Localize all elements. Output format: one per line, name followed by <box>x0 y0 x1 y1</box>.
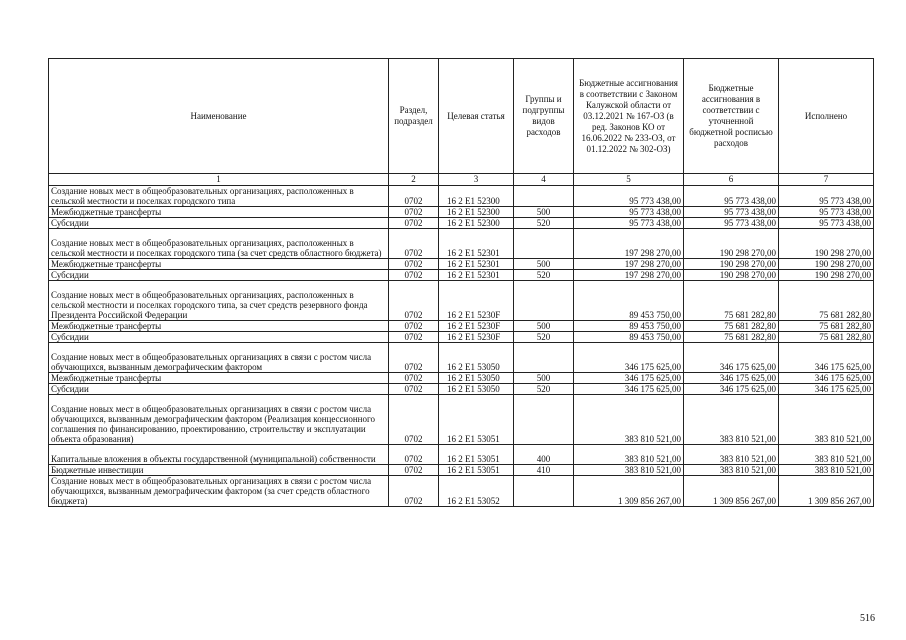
row-celevaya: 16 2 E1 5230F <box>439 321 514 332</box>
row-celevaya: 16 2 E1 53051 <box>439 395 514 445</box>
header-razdel: Раздел, подраздел <box>389 59 439 174</box>
row-razdel: 0702 <box>389 373 439 384</box>
row-ispolneno-amount: 190 298 270,00 <box>779 259 874 270</box>
table-row <box>49 476 874 507</box>
header-gruppy: Группы и подгруппы видов расходов <box>514 59 574 174</box>
row-razdel: 0702 <box>389 465 439 476</box>
row-utochn-amount: 190 298 270,00 <box>684 270 779 281</box>
row-law-amount: 95 773 438,00 <box>574 207 684 218</box>
header-row <box>49 59 874 174</box>
row-utochn-amount: 1 309 856 267,00 <box>684 476 779 507</box>
row-name: Субсидии <box>49 332 389 343</box>
row-celevaya: 16 2 E1 53050 <box>439 384 514 395</box>
row-celevaya: 16 2 E1 5230F <box>439 332 514 343</box>
table-row <box>49 186 874 207</box>
row-utochn-amount: 190 298 270,00 <box>684 259 779 270</box>
row-ispolneno-amount: 190 298 270,00 <box>779 229 874 259</box>
row-name: Межбюджетные трансферты <box>49 373 389 384</box>
column-number: 6 <box>684 174 779 186</box>
row-celevaya: 16 2 E1 52301 <box>439 229 514 259</box>
row-vid-rashoda: 500 <box>514 373 574 384</box>
row-razdel: 0702 <box>389 395 439 445</box>
table-row <box>49 281 874 321</box>
row-law-amount: 383 810 521,00 <box>574 395 684 445</box>
row-razdel: 0702 <box>389 321 439 332</box>
header-ispolneno: Исполнено <box>779 59 874 174</box>
column-number: 1 <box>49 174 389 186</box>
table-row <box>49 373 874 384</box>
row-law-amount: 383 810 521,00 <box>574 445 684 465</box>
row-name: Создание новых мест в общеобразовательных организациях, расположенных в сельской местности и поселках городского типа, за счет средств резервного фонда Президента Российской Федерации <box>49 281 389 321</box>
row-law-amount: 346 175 625,00 <box>574 343 684 373</box>
budget-table <box>48 58 874 507</box>
row-vid-rashoda <box>514 186 574 207</box>
row-ispolneno-amount: 346 175 625,00 <box>779 384 874 395</box>
row-utochn-amount: 383 810 521,00 <box>684 445 779 465</box>
row-utochn-amount: 383 810 521,00 <box>684 465 779 476</box>
row-utochn-amount: 346 175 625,00 <box>684 373 779 384</box>
row-utochn-amount: 95 773 438,00 <box>684 207 779 218</box>
row-utochn-amount: 383 810 521,00 <box>684 395 779 445</box>
row-utochn-amount: 95 773 438,00 <box>684 186 779 207</box>
row-razdel: 0702 <box>389 384 439 395</box>
row-razdel: 0702 <box>389 186 439 207</box>
column-number-row <box>49 174 874 186</box>
row-utochn-amount: 75 681 282,80 <box>684 321 779 332</box>
row-razdel: 0702 <box>389 445 439 465</box>
row-celevaya: 16 2 E1 53050 <box>439 343 514 373</box>
row-law-amount: 89 453 750,00 <box>574 281 684 321</box>
row-vid-rashoda: 500 <box>514 259 574 270</box>
row-vid-rashoda <box>514 343 574 373</box>
table-row <box>49 332 874 343</box>
table-row <box>49 207 874 218</box>
row-celevaya: 16 2 E1 52300 <box>439 218 514 229</box>
table-row <box>49 445 874 465</box>
column-number: 5 <box>574 174 684 186</box>
row-name: Капитальные вложения в объекты государственной (муниципальной) собственности <box>49 445 389 465</box>
row-law-amount: 346 175 625,00 <box>574 384 684 395</box>
row-ispolneno-amount: 75 681 282,80 <box>779 281 874 321</box>
row-vid-rashoda: 520 <box>514 384 574 395</box>
row-ispolneno-amount: 95 773 438,00 <box>779 186 874 207</box>
row-ispolneno-amount: 383 810 521,00 <box>779 395 874 445</box>
row-ispolneno-amount: 75 681 282,80 <box>779 332 874 343</box>
row-ispolneno-amount: 346 175 625,00 <box>779 343 874 373</box>
row-name: Межбюджетные трансферты <box>49 321 389 332</box>
row-vid-rashoda: 500 <box>514 207 574 218</box>
table-row <box>49 465 874 476</box>
row-vid-rashoda: 520 <box>514 332 574 343</box>
table-row <box>49 270 874 281</box>
row-law-amount: 197 298 270,00 <box>574 270 684 281</box>
row-law-amount: 197 298 270,00 <box>574 259 684 270</box>
row-law-amount: 89 453 750,00 <box>574 332 684 343</box>
row-name: Субсидии <box>49 270 389 281</box>
row-name: Межбюджетные трансферты <box>49 207 389 218</box>
row-vid-rashoda: 520 <box>514 218 574 229</box>
row-utochn-amount: 75 681 282,80 <box>684 281 779 321</box>
row-celevaya: 16 2 E1 53052 <box>439 476 514 507</box>
header-law: Бюджетные ассигнования в соответствии с Законом Калужской области от 03.12.2021 № 167-ОЗ (в ред. Законов КО от 16.06.2022 № 233-ОЗ, от 01.12.2022 № 302-ОЗ) <box>574 59 684 174</box>
row-vid-rashoda: 400 <box>514 445 574 465</box>
row-ispolneno-amount: 95 773 438,00 <box>779 207 874 218</box>
row-law-amount: 346 175 625,00 <box>574 373 684 384</box>
row-utochn-amount: 346 175 625,00 <box>684 384 779 395</box>
row-razdel: 0702 <box>389 229 439 259</box>
row-name: Создание новых мест в общеобразовательных организациях, расположенных в сельской местности и поселках городского типа (за счет средств областного бюджета) <box>49 229 389 259</box>
row-utochn-amount: 75 681 282,80 <box>684 332 779 343</box>
row-name: Создание новых мест в общеобразовательных организациях в связи с ростом числа обучающихся, вызванным демографическим фактором (Реализация концессионного соглашения по финансированию, проектированию, строительству и эксплуатации объекта образования) <box>49 395 389 445</box>
row-ispolneno-amount: 75 681 282,80 <box>779 321 874 332</box>
row-ispolneno-amount: 1 309 856 267,00 <box>779 476 874 507</box>
row-ispolneno-amount: 383 810 521,00 <box>779 465 874 476</box>
column-number: 2 <box>389 174 439 186</box>
row-celevaya: 16 2 E1 52301 <box>439 259 514 270</box>
column-number: 7 <box>779 174 874 186</box>
row-law-amount: 95 773 438,00 <box>574 186 684 207</box>
column-number: 3 <box>439 174 514 186</box>
row-vid-rashoda <box>514 281 574 321</box>
header-celevaya: Целевая статья <box>439 59 514 174</box>
row-name: Создание новых мест в общеобразовательных организациях, расположенных в сельской местности и поселках городского типа <box>49 186 389 207</box>
row-ispolneno-amount: 190 298 270,00 <box>779 270 874 281</box>
row-name: Создание новых мест в общеобразовательных организациях в связи с ростом числа обучающихся, вызванным демографическим фактором (за счет средств областного бюджета) <box>49 476 389 507</box>
row-vid-rashoda: 500 <box>514 321 574 332</box>
row-utochn-amount: 346 175 625,00 <box>684 343 779 373</box>
page-number: 516 <box>860 613 875 624</box>
row-razdel: 0702 <box>389 270 439 281</box>
row-razdel: 0702 <box>389 343 439 373</box>
row-ispolneno-amount: 95 773 438,00 <box>779 218 874 229</box>
row-celevaya: 16 2 E1 53051 <box>439 445 514 465</box>
row-law-amount: 197 298 270,00 <box>574 229 684 259</box>
row-law-amount: 1 309 856 267,00 <box>574 476 684 507</box>
row-name: Создание новых мест в общеобразовательных организациях в связи с ростом числа обучающихся, вызванным демографическим фактором <box>49 343 389 373</box>
row-vid-rashoda <box>514 476 574 507</box>
row-celevaya: 16 2 E1 5230F <box>439 281 514 321</box>
row-razdel: 0702 <box>389 476 439 507</box>
table-row <box>49 218 874 229</box>
table-row <box>49 229 874 259</box>
row-utochn-amount: 190 298 270,00 <box>684 229 779 259</box>
row-celevaya: 16 2 E1 53050 <box>439 373 514 384</box>
row-ispolneno-amount: 383 810 521,00 <box>779 445 874 465</box>
row-utochn-amount: 95 773 438,00 <box>684 218 779 229</box>
header-name: Наименование <box>49 59 389 174</box>
row-razdel: 0702 <box>389 207 439 218</box>
row-name: Субсидии <box>49 218 389 229</box>
table-row <box>49 343 874 373</box>
row-ispolneno-amount: 346 175 625,00 <box>779 373 874 384</box>
row-name: Межбюджетные трансферты <box>49 259 389 270</box>
row-razdel: 0702 <box>389 332 439 343</box>
row-name: Бюджетные инвестиции <box>49 465 389 476</box>
table-row <box>49 384 874 395</box>
table-row <box>49 395 874 445</box>
row-razdel: 0702 <box>389 218 439 229</box>
row-vid-rashoda: 410 <box>514 465 574 476</box>
row-celevaya: 16 2 E1 52301 <box>439 270 514 281</box>
row-razdel: 0702 <box>389 259 439 270</box>
row-vid-rashoda <box>514 229 574 259</box>
row-law-amount: 89 453 750,00 <box>574 321 684 332</box>
row-name: Субсидии <box>49 384 389 395</box>
row-law-amount: 95 773 438,00 <box>574 218 684 229</box>
column-number: 4 <box>514 174 574 186</box>
row-razdel: 0702 <box>389 281 439 321</box>
table-row <box>49 321 874 332</box>
row-vid-rashoda <box>514 395 574 445</box>
row-celevaya: 16 2 E1 52300 <box>439 207 514 218</box>
table-row <box>49 259 874 270</box>
table-body <box>49 186 874 507</box>
row-celevaya: 16 2 E1 52300 <box>439 186 514 207</box>
header-utochn: Бюджетные ассигнования в соответствии с уточненной бюджетной росписью расходов <box>684 59 779 174</box>
row-vid-rashoda: 520 <box>514 270 574 281</box>
row-celevaya: 16 2 E1 53051 <box>439 465 514 476</box>
row-law-amount: 383 810 521,00 <box>574 465 684 476</box>
